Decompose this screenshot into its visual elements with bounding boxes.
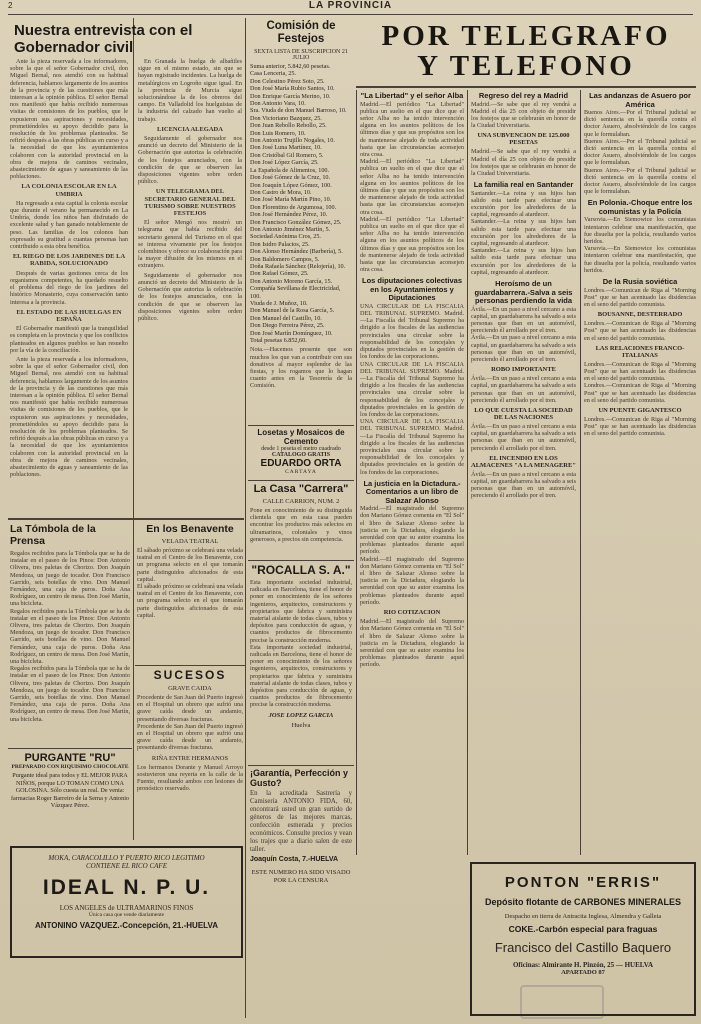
rocalla-representative: JOSE LOPEZ GARCIA — [268, 711, 334, 719]
asuero-body: Buenos Aires.—Por el Tribunal judicial se dictó sentencia en la querella contra el doctor Asuero, absolviéndole de los cargos que le formulaban. — [584, 166, 696, 196]
rusia-body: Londres.—Comunican de Riga al "Morning Post" que se han acentuado las disidencias en el seno del partido comunista. — [584, 320, 696, 342]
ideal-ad — [10, 846, 243, 958]
article-paragraph: Después de varias gestiones cerca de los organismos competentes, ha quedado resuelto el problema del riego de los jardines del histórico Monasterio, cuya conservación tanto interesa a la provincia. — [10, 269, 128, 306]
donor-entry: Don Juan Rebollo Rebollo, 25. — [250, 122, 327, 130]
rusia-body: Londres.—Comunican de Riga al "Morning Post" que se han acentuado las disidencias en el seno del partido comunista. — [584, 382, 696, 404]
subhead: UNA SUBVENCION DE 125.000 PESETAS — [477, 132, 570, 147]
donor-entry: Don Manuel del Castillo, 10. — [250, 314, 322, 322]
subhead: LICENCIA ALEGADA — [157, 125, 223, 133]
donor-entry: Don José López García, 25. — [250, 159, 319, 167]
subhead: EL RIEGO DE LOS JARDINES DE LA RABIDA, SOLUCIONADO — [12, 253, 126, 268]
column-rule — [133, 520, 134, 840]
justicia-body: Madrid.—El magistrado del Supremo don Mariano Gómez comenta en "El Sol" el libro de Salazar Alonso sobre la justicia en la Dictadura, elogiando la serenidad con que su autor examina los problemas planteados durante aquel período. — [360, 555, 464, 606]
rocalla-city: Huelva — [291, 721, 311, 729]
losetas-place: CARTAYA — [285, 469, 317, 475]
article-paragraph: Seguidamente el gobernador nos anunció un decreto del Ministerio de la Gobernación que autoriza la celebración de los festejos anunciados, con la condición de que se observen las disposiciones vigentes sobre orden público. — [138, 135, 242, 186]
ideal-owner: ANTONINO VAZQUEZ.-Concepción, 21.-HUELVA — [35, 921, 218, 930]
purgante-lines: Purgante ideal para todos y EL MEJOR PARA NIÑOS, porque LO TOMAN COMO UNA GOLOSINA. Sólo cuesta un real. De venta: farmacias Roger Barreiro de la Serna y Antonio Vázquez Pérez. — [10, 772, 130, 809]
diputaciones-body: UNA CIRCULAR DE LA FISCALIA DEL TRIBUNAL SUPREMO. Madrid.—La Fiscalía del Tribunal Supremo ha dirigido a los fiscales de las audiencias provinciales una circular sobre la responsabilidad de los concejales y diputados provinciales en la gestión de los fondos de las corporaciones. — [360, 418, 464, 476]
donor-entry: Don Antonio Jiménez Martín, 5. — [250, 225, 331, 233]
donor-entry: Casa Lenceria, 25. — [250, 70, 297, 78]
diputaciones-body: UNA CIRCULAR DE LA FISCALIA DEL TRIBUNAL SUPREMO. Madrid.—La Fiscalía del Tribunal Supremo ha dirigido a los fiscales de las audiencias provinciales una circular sobre la responsabilidad de los concejales y diputados provinciales en la gestión de los fondos de las corporaciones. — [360, 360, 464, 418]
justicia-body: Madrid.—El magistrado del Supremo don Mariano Gómez comenta en "El Sol" el libro de Salazar Alonso sobre la justicia en la Dictadura, elogiando la serenidad con que su autor examina los problemas planteados durante aquel período. — [360, 505, 464, 556]
festejos-section — [250, 20, 352, 420]
ponton-line3: COKE.-Carbón especial para fraguas — [508, 924, 658, 934]
garantia-headline: ¡Garantía, Perfección y Gusto? — [250, 768, 349, 788]
ideal-brand: IDEAL N. P. U. — [42, 876, 211, 899]
guardabarrera-headline: Heroísmo de un guardabarrera.-Salva a seis personas perdiendo la vida — [474, 279, 573, 306]
donor-entry: Don Antonio Vara, 10. — [250, 100, 306, 108]
familia-real-body: Santander.—La reina y sus hijos han salido esta tarde para efectuar una excursión por los alrededores de la capital, regresando al atardecer. — [471, 247, 576, 276]
donor-entry: Don Celestino Pérez Soto, 25. — [250, 77, 325, 85]
donor-entry: Don Francisco González Gómez, 25. — [250, 218, 342, 226]
festejos-note: Nota.—Hacemos presente que son muchos los que van a contribuir con sus donativos al mayor esplendor de las fiestas, y los rogamos que lo hagan cuanto antes en la Tesorería de la Comisión. — [250, 346, 352, 390]
tombola-headline: La Tómbola de la Prensa — [10, 523, 96, 547]
losetas-name: EDUARDO ORTA — [260, 458, 342, 469]
asuero-body: Buenos Aires.—Por el Tribunal judicial se dictó sentencia en la querella contra el doctor Asuero, absolviéndole de los cargos que le formulaban. — [584, 137, 696, 167]
rey-body: Madrid.—Se sabe que el rey vendrá a Madrid el día 25 con objeto de presidir los festejos que se celebrarán en honor de la Ciudad Universitaria. — [471, 100, 576, 130]
donor-entry: La Española de Alimentos, 100. — [250, 166, 330, 174]
sucesos-section — [137, 668, 243, 838]
subhead: LAS RELACIONES FRANCO-ITALIANAS — [595, 344, 685, 359]
article-paragraph: Ante la pieza reservada a los informadores, sobre la que el señor Gobernador civil, don Miguel Bernal, nos atendió con su habitual deferencia, hablamos largamente de los asuntos de la provincia y de las cuestiones que más interesan a la opinión pública. El señor Bernal nos manifestó que había recibido numerosas visitas de comisiones de los pueblos, que le expusieron sus aspiraciones y necesidades, prometiéndoles su apoyo decidido para la resolución de los problemas planteados. Se refirió después a las obras públicas en curso y a la necesidad de que los ayuntamientos colaboren con la autoridad provincial en la obra de mejora de caminos vecinales, abastecimiento de aguas y saneamiento de las poblaciones. — [10, 58, 128, 181]
benavente-body: El sábado próximo se celebrará una velada teatral en el Centro de los Benavente, con un programa selecto en el que tomarán parte distinguidos aficionados de esta capital. — [137, 583, 243, 619]
rey-headline: Regreso del rey a Madrid — [478, 92, 569, 100]
libertad-body: Madrid.—El periódico "La Libertad" publica un suelto en el que dice que el señor Alba no ha tenido intervención alguna en los asuntos políticos de los últimos días y que sus propósitos son los de mantenerse alejado de toda actividad hasta que las circunstancias aconsejen otra cosa. — [360, 158, 464, 216]
donor-entry: Viuda de J. Muñoz, 10. — [250, 300, 308, 307]
polonia-body: Varsovia.—En Siemowice los comunistas intentaron celebrar una manifestación, que fue disuelta por la policía, resultando varios heridos. — [584, 216, 696, 246]
sucesos-body2: Los hermanos Dorante y Manuel Arroyo sostuvieron una reyerta en la calle de la Fuente, resultando ambos con lesiones de pronóstico reservado. — [137, 763, 243, 793]
donor-entry: Don Baldomero Campos, 5. — [250, 255, 320, 263]
ponton-owner: Francisco del Castillo Baquero — [494, 940, 672, 955]
donor-entry: Don José Luna Martínez, 10. — [250, 144, 322, 152]
donor-entry: Don Florentino de Argumosa, 100. — [250, 203, 337, 211]
ponton-line4: Oficinas: Almirante H. Pinzón, 25 — HUELVA — [512, 961, 653, 969]
donor-entry: Don José María Rubio Santos, 10. — [250, 85, 335, 93]
carrera-headline: La Casa "Carrera" — [253, 483, 349, 495]
subhead: LA COLONIA ESCOLAR EN LA UMBRIA — [21, 183, 117, 198]
article-paragraph: Ha regresado a esta capital la colonia escolar que durante el verano ha permanecido en La Umbría, donde los niños han disfrutado de excelente salud y han ganado notablemente de peso. Las familias de los colonos han expresado su gratitud a cuantas personas han contribuido a esta obra benéfica. — [10, 199, 128, 251]
carrera-address: CALLE CARRION, NUM. 2 — [262, 498, 340, 505]
justicia-headline: La justicia en la Dictadura.-Comentarios a un libro de Salazar Alonso — [363, 478, 461, 505]
column-rule — [356, 90, 357, 855]
rusia-headline: De la Rusia soviética — [602, 277, 678, 287]
column-rule — [245, 18, 246, 1018]
article-paragraph: El Gobernador manifestó que la tranquilidad es completa en la provincia y que los conflictos planteados en algunos pueblos se han resuelto por la vía de la conciliación. — [10, 325, 128, 354]
familia-real-body: Santander.—La reina y sus hijos han salido esta tarde para efectuar una excursión por los alrededores de la capital, regresando al atardecer. — [471, 189, 576, 219]
donor-entry: Total pesetas 6.852,60. — [250, 337, 307, 345]
donor-entry: Suma anterior, 5.842,60 pesetas. — [250, 63, 331, 70]
telegrafo-col-c — [584, 92, 696, 854]
ideal-line4: Única casa que vende diariamente — [88, 912, 165, 918]
garantia-address: Joaquín Costa, 7.-HUELVA — [250, 856, 339, 863]
ponton-line1: Depósito flotante de CARBONES MINERALES — [484, 897, 681, 907]
donor-entry: Don José María Martín Pino, 10. — [250, 196, 332, 204]
asuero-body: Buenos Aires.—Por el Tribunal judicial se dictó sentencia en la querella contra el doctor Asuero, absolviéndole de los cargos que le formulaban. — [584, 109, 696, 138]
donor-entry: Don Diego Ferreira Pérez, 25. — [250, 322, 325, 330]
festejos-headline: Comisión de Festejos — [266, 20, 336, 45]
telegrafo-title: POR TELEGRAFO — [381, 22, 671, 50]
donor-entry: Doña Rafaela Sánchez (Relojería), 10. — [250, 262, 346, 270]
asuero-headline: Las andanzas de Asuero por América — [589, 92, 691, 109]
gobernador-headline: Nuestra entrevista con el Gobernador civil — [14, 22, 193, 56]
purgante-sub: PREPARADO CON RIQUISIMO CHOCOLATE — [11, 764, 129, 770]
donor-entry: Don José Hernández Pérez, 10. — [250, 211, 328, 219]
guardabarrera-body: Ávila.—En un paso a nivel cercano a esta capital, un guardabarrera ha salvado a seis personas que iban en un automóvil, pereciendo él arrollado por el tren. — [471, 423, 576, 452]
donor-entry: Don Isidro Palacios, 25. — [250, 240, 310, 248]
rocalla-body: Esta importante sociedad industrial, radicada en Barcelona, tiene el honor de poner en conocimiento de los señores ingenieros, arquitectos, constructores y propietarios que fabrica y suministra material aislante de todas clases, tubos y depósitos para conducción de aguas, y cuantos productos de fibrocemento precise la construcción moderna. — [250, 643, 352, 709]
donor-entry: Sra. Viuda de don Manuel Barroso, 10. — [250, 107, 347, 115]
guardabarrera-body: Ávila.—En un paso a nivel cercano a esta capital, un guardabarrera ha salvado a seis personas que iban en un automóvil, pereciendo él arrollado por el tren. — [471, 334, 576, 363]
ideal-line1: MOKA, CARACOLILLO Y PUERTO RICO LEGITIMO — [48, 854, 205, 862]
gobernador-article-col1 — [10, 58, 128, 513]
article-paragraph: Ante la pieza reservada a los informadores, sobre la que el señor Gobernador civil, don Miguel Bernal, nos atendió con su habitual deferencia, hablamos largamente de los asuntos de la provincia y de las cuestiones que más interesan a la opinión pública. El señor Bernal nos manifestó que había recibido numerosas visitas de comisiones de los pueblos, que le expusieron sus aspiraciones y necesidades, prometiéndoles su apoyo decidido para la resolución de los problemas planteados. Se refirió después a las obras públicas en curso y a la necesidad de que los ayuntamientos colaboren con la autoridad provincial en la obra de mejora de caminos vecinales, abastecimiento de aguas y saneamiento de las poblaciones. — [10, 355, 128, 479]
ideal-line3: LOS ANGELES de ULTRAMARINOS FINOS — [59, 904, 194, 912]
subhead: UN TELEGRAMA DEL SECRETARIO GENERAL DEL TURISMO SOBRE NUESTROS FESTEJOS — [144, 188, 236, 218]
guardabarrera-body: Ávila.—En un paso a nivel cercano a esta capital, un guardabarrera ha salvado a seis personas que iban en un automóvil, pereciendo él arrollado por el tren. — [471, 470, 576, 500]
tombola-body: Regalos recibidos para la Tómbola que se ha de instalar en el paseo de los Pinos: Don Antonio Olivera, tres paletas de Chorizo. Don Joaquín Mendoza, un juego de tocador. Don Francisco Garrido, seis botellas de vino. Don Manuel Fernández, una caja de puros. Doña Ana Rodríguez, un centro de mesa. Don José Martín, una bicicleta. — [10, 550, 130, 608]
library-stamp — [520, 985, 604, 1019]
censura-stamp: ESTE NUMERO HA SIDO VISADO POR LA CENSURA — [251, 869, 351, 884]
diputaciones-body: UNA CIRCULAR DE LA FISCALIA DEL TRIBUNAL SUPREMO. Madrid.—La Fiscalía del Tribunal Supremo ha dirigido a los fiscales de las audiencias provinciales una circular sobre la responsabilidad de los concejales y diputados provinciales en la gestión de los fondos de las corporaciones. — [360, 302, 464, 361]
donor-entry: Don Enrique García Merino, 10. — [250, 92, 331, 100]
familia-real-headline: La familia real en Santander — [473, 180, 574, 190]
telegrafo-col-a — [360, 92, 464, 854]
donor-entry: Don José Gómez de la Cruz, 10. — [250, 174, 331, 182]
losetas-sub: desde 1 peseta el metro cuadrado — [261, 446, 341, 452]
article-paragraph: Seguidamente el gobernador nos anunció un decreto del Ministerio de la Gobernación que autoriza la celebración de los festejos anunciados, con la condición de que se observen las disposiciones vigentes sobre orden público. — [138, 271, 242, 322]
benavente-headline: En los Benavente — [146, 523, 234, 535]
subhead: EL INCENDIO EN LOS ALMACENES "A LA MENAGERE" — [471, 454, 576, 469]
donor-entry: Don Luis Romero, 10. — [250, 129, 306, 137]
rusia-body: Londres.—Comunican de Riga al "Morning Post" que se han acentuado las disidencias en el seno del partido comunista. — [584, 286, 696, 308]
ponton-line2: Despacho en tierra de Antracita Inglesa, Almendra y Galleta — [504, 913, 662, 920]
column-rule — [133, 18, 134, 518]
tombola-body: Regalos recibidos para la Tómbola que se ha de instalar en el paseo de los Pinos: Don Antonio Olivera, tres paletas de Chorizo. Don Joaquín Mendoza, un juego de tocador. Don Francisco Garrido, seis botellas de vino. Don Manuel Fernández, una caja de puros. Doña Ana Rodríguez, un centro de mesa. Don José Martín, una bicicleta. — [10, 665, 130, 723]
donor-entry: Don Antonio Trujillo Nogales, 10. — [250, 137, 335, 145]
donor-entry: Sociedad Anónima Cros, 25. — [250, 233, 321, 241]
donor-entry: Don Rafael Gómez, 25. — [250, 270, 309, 278]
benavente-body: El sábado próximo se celebrará una velada teatral en el Centro de los Benavente, con un programa selecto en el que tomarán parte distinguidos aficionados de esta capital. — [137, 547, 243, 583]
subhead: UN PUENTE GIGANTESCO — [598, 407, 682, 414]
tombola-section — [10, 523, 130, 745]
losetas-title: Losetas y Mosaicos de Cemento — [257, 428, 345, 446]
column-rule — [467, 90, 468, 855]
donor-entry: Don Alonso Hernández (Barbería), 5. — [250, 248, 343, 256]
telegrafo-col-b — [471, 92, 576, 854]
carrera-body: Pone en conocimiento de su distinguida clientela que en esta casa pueden encontrar los productos más selectos en ultramarinos, coloniales y vinos generosos, a precios sin competencia. — [250, 507, 352, 543]
subhead: BOUSANNE, DESTERRADO — [597, 311, 683, 319]
donor-entry: Don Victoriano Bazquez, 25. — [250, 114, 322, 122]
masthead — [8, 0, 693, 15]
article-paragraph: En Granada la huelga de albañiles sigue en el mismo estado, sin que se hayan registrado incidentes. La huelga de metalúrgicos en Logroño sigue igual. En la provincia de Murcia sigue solucionándose la de los obreros del campo. En Valladolid los huelguistas de la industria del calzado han vuelto al trabajo. — [138, 58, 242, 123]
rey-body: Madrid.—Se sabe que el rey vendrá a Madrid el día 25 con objeto de presidir los festejos que se celebrarán en honor de la Ciudad Universitaria. — [471, 148, 576, 177]
benavente-sub: VELADA TEATRAL — [161, 538, 219, 545]
sucesos-sub1: GRAVE CAIDA — [168, 685, 212, 692]
libertad-headline: "La Libertad" y el señor Alba — [360, 92, 464, 100]
rocalla-headline: "ROCALLA S. A." — [251, 563, 351, 577]
polonia-headline: En Polonia.-Choque entre los comunistas y la Policía — [587, 198, 693, 216]
sucesos-sub2: RIÑA ENTRE HERMANOS — [151, 754, 229, 762]
festejos-subhead: SEXTA LISTA DE SUSCRIPCION 21 JULIO — [254, 49, 348, 61]
donor-entry: Don Joaquín López Gómez, 100. — [250, 181, 332, 189]
purgante-ad — [10, 752, 130, 840]
gobernador-article-col2 — [138, 58, 242, 513]
rocalla-body: Esta importante sociedad industrial, radicada en Barcelona, tiene el honor de poner en conocimiento de los señores ingenieros, arquitectos, constructores y propietarios que fabrica y suministra material aislante de todas clases, tubos y depósitos para conducción de aguas, y cuantos productos de fibrocemento precise la construcción moderna. — [250, 579, 352, 644]
familia-real-body: Santander.—La reina y sus hijos han salido esta tarde para efectuar una excursión por los alrededores de la capital, regresando al atardecer. — [471, 218, 576, 248]
rusia-body: Londres.—Comunican de Riga al "Morning Post" que se han acentuado las disidencias en el seno del partido comunista. — [584, 360, 696, 383]
purgante-title: PURGANTE "RU" — [24, 752, 116, 764]
benavente-section — [137, 523, 243, 663]
newspaper-name: LA PROVINCIA — [308, 0, 393, 11]
rocalla-section — [250, 563, 352, 763]
telefono-title: Y TELEFONO — [417, 52, 635, 80]
page-number: 2 — [8, 1, 14, 10]
column-rule — [580, 90, 581, 855]
ponton-line5: APARTADO 87 — [561, 969, 605, 976]
guardabarrera-body: Ávila.—En un paso a nivel cercano a esta capital, un guardabarrera ha salvado a seis personas que iban en un automóvil, pereciendo él arrollado por el tren. — [471, 375, 576, 404]
subhead: EL ESTADO DE LAS HUELGAS EN ESPAÑA — [16, 308, 122, 323]
guardabarrera-body: Ávila.—En un paso a nivel cercano a esta capital, un guardabarrera ha salvado a seis personas que iban en un automóvil, pereciendo él arrollado por el tren. — [471, 305, 576, 335]
garantia-section — [250, 768, 352, 948]
subhead: LO QUE CUESTA LA SOCIEDAD DE LAS NACIONES — [474, 407, 573, 421]
libertad-body: Madrid.—El periódico "La Libertad" publica un suelto en el que dice que el señor Alba no ha tenido intervención alguna en los asuntos políticos de los últimos días y que sus propósitos son los de mantenerse alejado de toda actividad hasta que las circunstancias aconsejen otra cosa. — [360, 215, 464, 274]
subhead: RIO COTIZACION — [383, 609, 441, 617]
ponton-title: PONTON "ERRIS" — [504, 874, 662, 891]
sucesos-headline: SUCESOS — [153, 668, 227, 682]
carrera-section — [250, 483, 352, 558]
sucesos-body1: Procedente de San Juan del Puerto ingresó en el Hospital un obrero que sufrió una grave caída desde un andamio, presentando diversas fracturas. — [137, 722, 243, 752]
donor-entry: Compañía Sevillana de Electricidad, 100. — [250, 285, 341, 300]
donor-entry: Don Antonio Moreno García, 15. — [250, 277, 333, 285]
donor-entry: Don José Martín Domínguez, 10. — [250, 329, 333, 337]
losetas-ad — [250, 428, 352, 478]
diputaciones-headline: Los diputaciones colectivas en los Ayuntamientos y Diputaciones — [361, 276, 463, 303]
ideal-line2: CONTIENE EL RICO CAFE — [86, 862, 167, 870]
libertad-body: Madrid.—El periódico "La Libertad" publica un suelto en el que dice que el señor Alba no ha tenido intervención alguna en los asuntos políticos de los últimos días y que sus propósitos son los de mantenerse alejado de toda actividad hasta que las circunstancias aconsejen otra cosa. — [360, 100, 464, 158]
sucesos-body1: Procedente de San Juan del Puerto ingresó en el Hospital un obrero que sufrió una grave caída desde un andamio, presentando diversas fracturas. — [137, 694, 243, 723]
losetas-catalog: CATALOGO GRATIS — [271, 452, 331, 458]
article-paragraph: El señor Mengó nos mostró un telegrama que había recibido del secretario general del Turismo en el que se interesa vivamente por los festejos colombinos y ofrece su colaboración para la mayor difusión de los mismos en el extranjero. — [138, 219, 242, 270]
garantia-body: En la acreditada Sastrería y Camisería ANTONIO FIDA, 60, encontrará usted un gran surtido de géneros de las mejores marcas, confección esmerada y precios económicos. Consulte precios y vean los trajes que a diario salen de este taller. — [250, 790, 352, 853]
justicia-body: Madrid.—El magistrado del Supremo don Mariano Gómez comenta en "El Sol" el libro de Salazar Alonso sobre la justicia en la Dictadura, elogiando la serenidad con que su autor examina los problemas planteados durante aquel período. — [360, 618, 464, 669]
rusia-body: Londres.—Comunican de Riga al "Morning Post" que se han acentuado las disidencias en el seno del partido comunista. — [584, 416, 696, 438]
donor-entry: Don Cristóbal Gil Romero, 5. — [250, 151, 324, 159]
donor-entry: Don Castro de Mora, 10. — [250, 188, 312, 196]
donor-entry: Don Manuel de la Rosa García, 5. — [250, 307, 335, 315]
polonia-body: Varsovia.—En Siemowice los comunistas intentaron celebrar una manifestación, que fue disuelta por la policía, resultando varios heridos. — [584, 245, 696, 274]
tombola-body: Regalos recibidos para la Tómbola que se ha de instalar en el paseo de los Pinos: Don Antonio Olivera, tres paletas de Chorizo. Don Joaquín Mendoza, un juego de tocador. Don Francisco Garrido, seis botellas de vino. Don Manuel Fernández, una caja de puros. Doña Ana Rodríguez, un centro de mesa. Don José Martín, una bicicleta. — [10, 607, 130, 666]
donor-list — [250, 63, 352, 344]
subhead: ROBO IMPORTANTE — [491, 366, 556, 374]
